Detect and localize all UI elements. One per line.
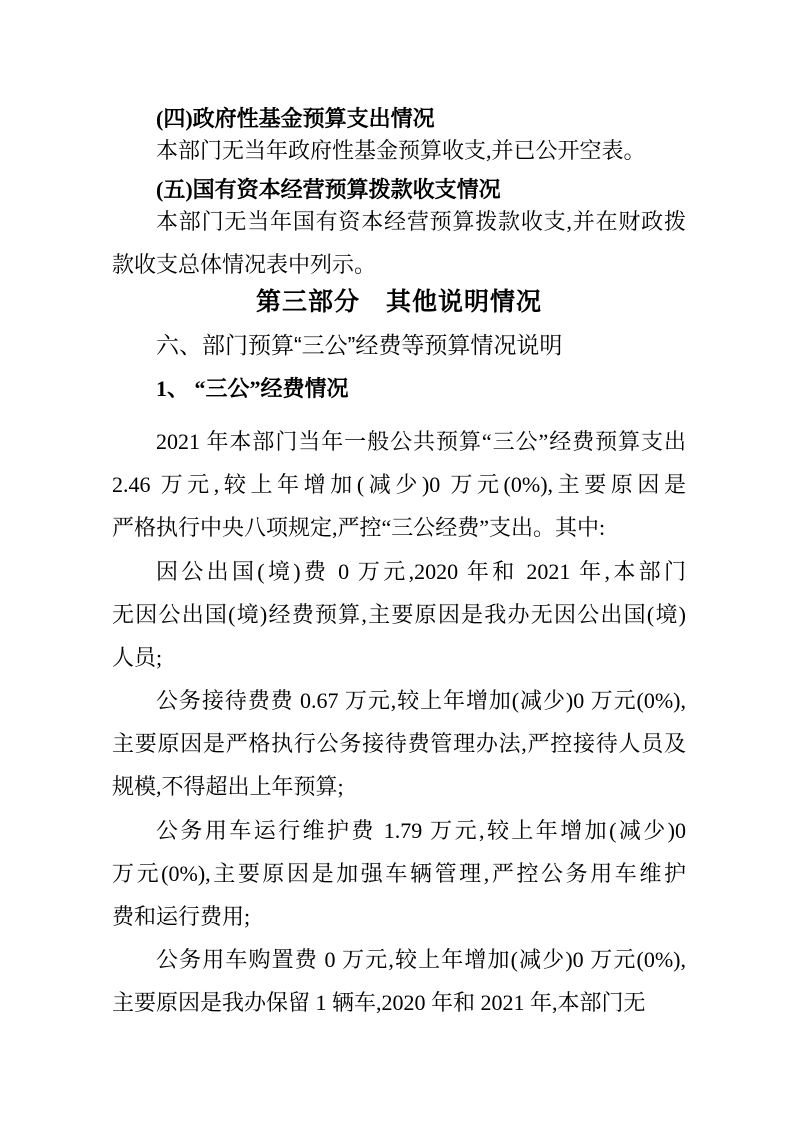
paragraph-line: 公务用车购置费 0 万元,较上年增加(减少)0 万元(0%),: [156, 947, 686, 972]
paragraph-line: 费和运行费用;: [112, 904, 251, 929]
subsection-heading-5: (五)国有资本经营预算拨款收支情况: [156, 177, 501, 202]
section-6-heading: 六、部门预算“三公”经费等预算情况说明: [156, 332, 563, 358]
paragraph-line: 主要原因是我办保留 1 辆车,2020 年和 2021 年,本部门无: [112, 990, 646, 1015]
paragraph-line: 款收支总体情况表中列示。: [112, 252, 377, 277]
paragraph-line: 无因公出国(境)经费预算,主要原因是我办无因公出国(境): [112, 602, 686, 627]
subsection-heading-4: (四)政府性基金预算支出情况: [156, 106, 435, 131]
paragraph-line: 2.46 万元,较上年增加(减少)0 万元(0%),主要原因是: [112, 472, 686, 497]
item-1-heading: 1、 “三公”经费情况: [156, 376, 349, 401]
paragraph-line: 规模,不得超出上年预算;: [112, 774, 344, 799]
paragraph-line: 人员;: [112, 645, 163, 670]
paragraph-line: 2021 年本部门当年一般公共预算“三公”经费预算支出: [156, 429, 686, 454]
paragraph-line: 严格执行中央八项规定,严控“三公经费”支出。其中:: [112, 515, 606, 540]
paragraph-line: 本部门无当年国有资本经营预算拨款收支,并在财政拨: [156, 209, 686, 234]
paragraph-line: 公务接待费费 0.67 万元,较上年增加(减少)0 万元(0%),: [156, 688, 686, 713]
paragraph-line: 本部门无当年政府性基金预算收支,并已公开空表。: [156, 138, 646, 163]
part-3-title: 第三部分 其他说明情况: [255, 288, 542, 316]
paragraph-line: 主要原因是严格执行公务接待费管理办法,严控接待人员及: [112, 731, 686, 756]
paragraph-line: 公务用车运行维护费 1.79 万元,较上年增加(减少)0: [156, 818, 686, 843]
paragraph-line: 万元(0%),主要原因是加强车辆管理,严控公务用车维护: [112, 861, 686, 886]
paragraph-line: 因公出国(境)费 0 万元,2020 年和 2021 年,本部门: [156, 559, 686, 584]
